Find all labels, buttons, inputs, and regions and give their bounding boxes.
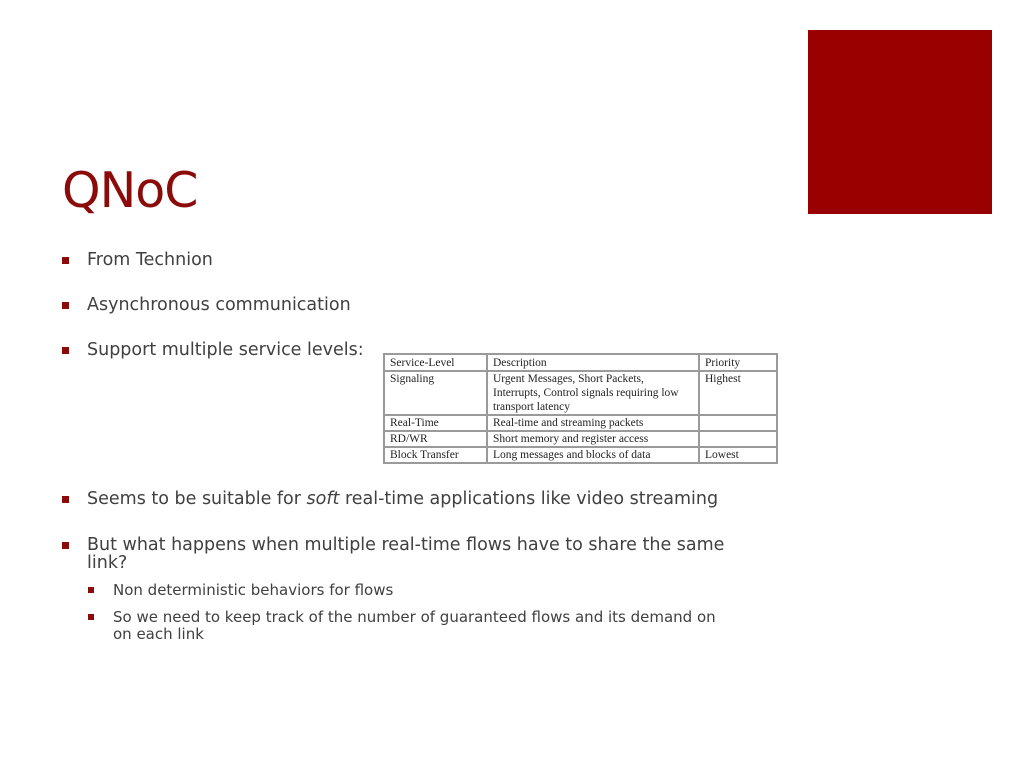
accent-block: [808, 30, 992, 214]
bullet-square-icon: [62, 542, 69, 549]
sub-bullet-text: So we need to keep track of the number of guaranteed flows and its demand on on each link: [113, 608, 716, 643]
bullet-item: [62, 490, 737, 508]
table-row: [384, 371, 777, 415]
sub-bullet-text: Non deterministic behaviors for flows: [113, 581, 394, 599]
bullet-item: [62, 296, 737, 314]
bullet-text: Seems to be suitable for soft real-time applications like video streaming: [87, 489, 719, 509]
bullet-text: Asynchronous communication: [87, 295, 351, 315]
table-cell: Lowest: [699, 447, 777, 463]
bullet-square-icon: [62, 496, 69, 503]
table-cell: Long messages and blocks of data: [487, 447, 699, 463]
table-cell: Signaling: [384, 371, 487, 415]
table-header-cell: Description: [487, 354, 699, 371]
table-row: [384, 415, 777, 431]
emphasis-text: soft: [306, 489, 340, 509]
bullet-text: Support multiple service levels:: [87, 340, 364, 360]
sub-bullet-item: [88, 609, 733, 643]
bullet-square-icon: [62, 347, 69, 354]
bullet-square-icon: [88, 587, 94, 593]
table-cell: [699, 431, 777, 447]
table-header-cell: Service-Level: [384, 354, 487, 371]
table-cell: Urgent Messages, Short Packets, Interrupts, Control signals requiring low transport latency: [487, 371, 699, 415]
table-cell: Short memory and register access: [487, 431, 699, 447]
bullet-item: [62, 251, 737, 269]
service-level-table: [383, 353, 778, 464]
bullet-square-icon: [88, 614, 94, 620]
table-row: [384, 431, 777, 447]
table-cell: Highest: [699, 371, 777, 415]
table-cell: RD/WR: [384, 431, 487, 447]
bullet-text: From Technion: [87, 250, 213, 270]
table-cell: Block Transfer: [384, 447, 487, 463]
table-row: [384, 447, 777, 463]
bullet-text: But what happens when multiple real-time flows have to share the same link?: [87, 535, 725, 573]
table-cell: Real-Time: [384, 415, 487, 431]
bullet-square-icon: [62, 257, 69, 264]
slide-title: QNoC: [62, 162, 198, 219]
table-header-row: [384, 354, 777, 371]
sub-bullet-item: [88, 582, 743, 599]
bullet-item: [62, 536, 727, 572]
table-cell: [699, 415, 777, 431]
table-cell: Real-time and streaming packets: [487, 415, 699, 431]
bullet-square-icon: [62, 302, 69, 309]
table-header-cell: Priority: [699, 354, 777, 371]
